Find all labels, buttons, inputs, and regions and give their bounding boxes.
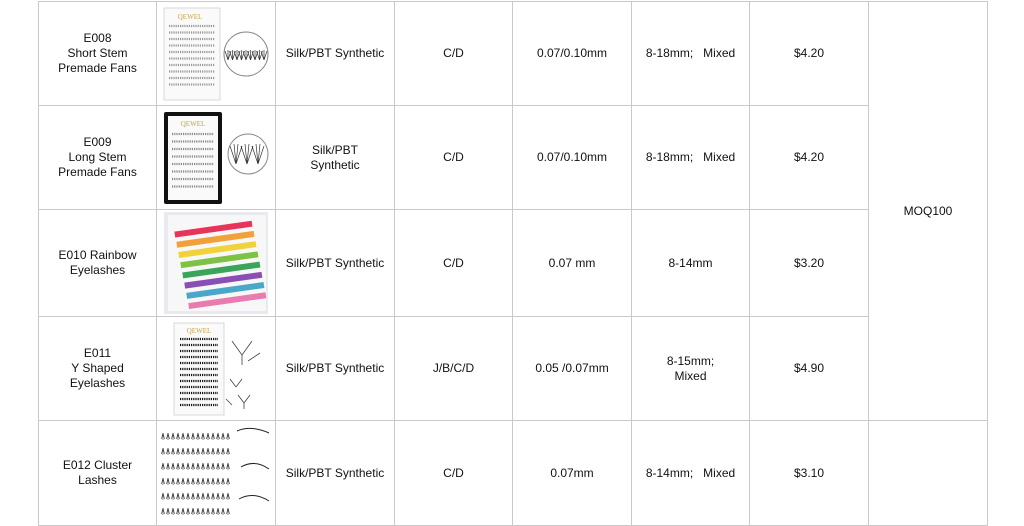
thickness-cell: 0.07mm — [513, 421, 632, 526]
length-cell: 8-14mm; Mixed — [632, 421, 750, 526]
product-image-cell — [157, 2, 276, 106]
product-name-cell — [39, 2, 157, 106]
material-cell: Silk/PBT Synthetic — [276, 421, 395, 526]
table-row — [39, 421, 988, 526]
product-image-cell — [157, 210, 276, 317]
price-cell: $3.10 — [750, 421, 869, 526]
material-cell: Silk/PBT Synthetic — [276, 2, 395, 106]
product-image-cell — [157, 421, 276, 526]
thickness-cell: 0.07 mm — [513, 210, 632, 317]
curl-cell: C/D — [395, 210, 513, 317]
empty-cell — [869, 421, 988, 526]
product-name-cell — [39, 106, 157, 210]
thickness-cell: 0.05 /0.07mm — [513, 317, 632, 421]
product-name: Long Stem Premade Fans — [58, 150, 137, 179]
product-code: E008 — [83, 31, 112, 45]
price-cell: $3.20 — [750, 210, 869, 317]
product-name: E010 Rainbow Eyelashes — [58, 248, 137, 277]
curl-cell: J/B/C/D — [395, 317, 513, 421]
y-shaped-lashes-image — [160, 321, 272, 417]
table-row — [39, 317, 988, 421]
long-stem-fans-image — [160, 110, 272, 206]
thickness-cell: 0.07/0.10mm — [513, 106, 632, 210]
table-row — [39, 210, 988, 317]
brand-logo: QEWEL — [186, 326, 212, 335]
material-cell: Silk/PBT Synthetic — [276, 106, 395, 210]
product-image-cell — [157, 106, 276, 210]
price-cell: $4.20 — [750, 2, 869, 106]
brand-logo: QEWEL — [177, 12, 203, 21]
table-row — [39, 106, 988, 210]
short-stem-fans-image — [160, 6, 272, 102]
thickness-cell: 0.07/0.10mm — [513, 2, 632, 106]
price-cell: $4.20 — [750, 106, 869, 210]
product-name-cell — [39, 210, 157, 317]
y-lash-sample — [226, 341, 260, 409]
brand-logo: QEWEL — [180, 119, 206, 128]
material-cell: Silk/PBT Synthetic — [276, 317, 395, 421]
product-image-cell — [157, 317, 276, 421]
product-table — [38, 1, 988, 526]
price-cell: $4.90 — [750, 317, 869, 421]
length-cell: 8-18mm; Mixed — [632, 106, 750, 210]
product-name: Short Stem Premade Fans — [58, 46, 137, 75]
product-code: E011 — [83, 346, 112, 360]
cluster-lashes-image — [159, 423, 275, 523]
product-name: Y Shaped Eyelashes — [69, 361, 126, 390]
length-cell: 8-18mm; Mixed — [632, 2, 750, 106]
product-name-cell: E012 Cluster Lashes — [39, 421, 157, 526]
length-cell: 8-15mm; Mixed — [632, 317, 750, 421]
moq-cell: MOQ100 — [869, 2, 988, 421]
product-code: E009 — [83, 135, 112, 149]
curl-cell: C/D — [395, 106, 513, 210]
product-name-cell — [39, 317, 157, 421]
table-row — [39, 2, 988, 106]
curl-cell: C/D — [395, 2, 513, 106]
material-cell: Silk/PBT Synthetic — [276, 210, 395, 317]
length-cell: 8-14mm — [632, 210, 750, 317]
rainbow-lashes-image — [164, 212, 268, 314]
curl-cell: C/D — [395, 421, 513, 526]
